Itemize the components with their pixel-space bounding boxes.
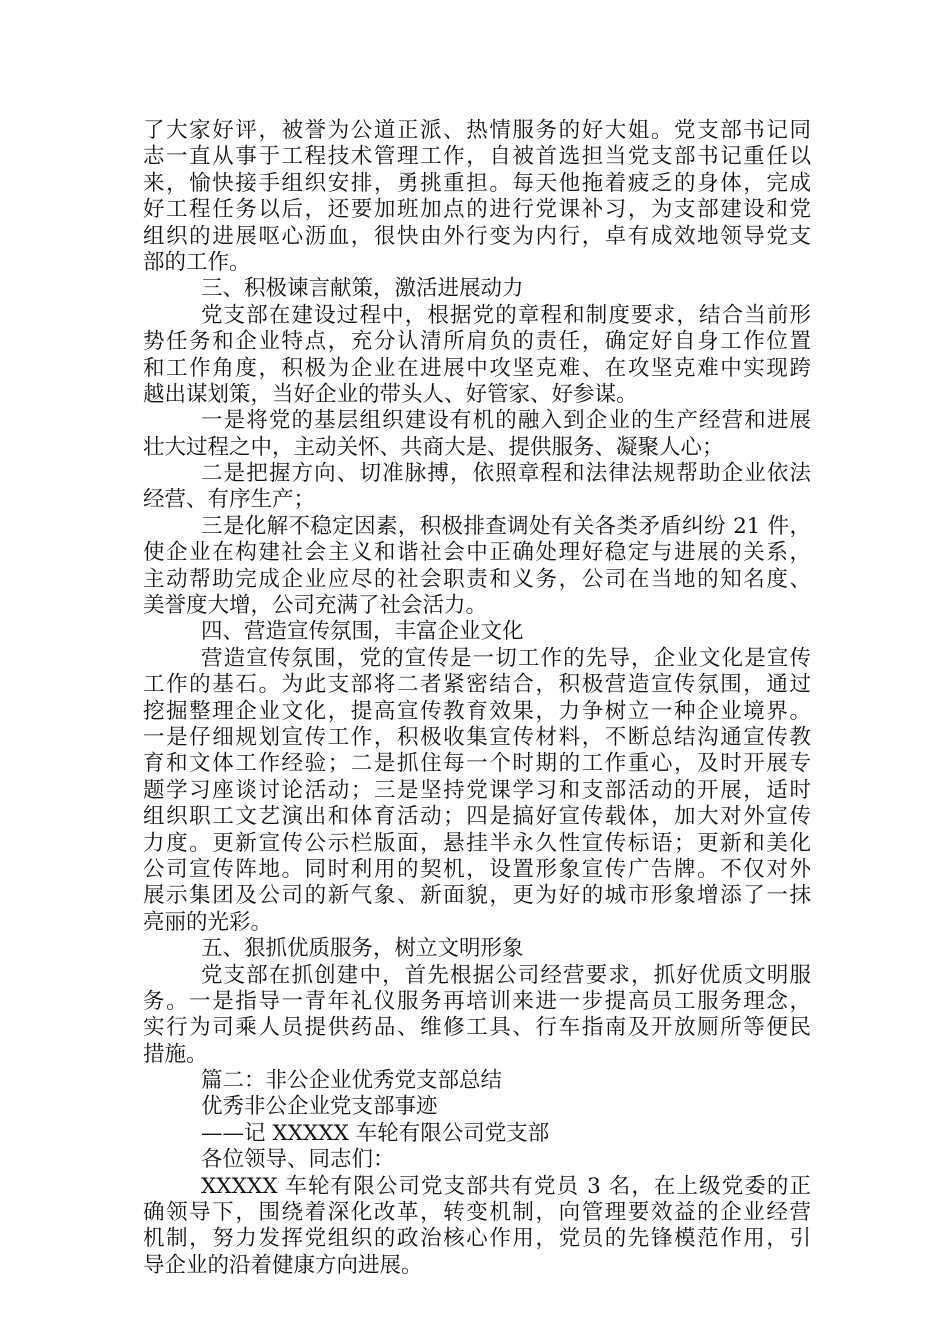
text-line: 势任务和企业特点，充分认清所肩负的责任，确定好自身工作位置 [143, 329, 811, 355]
text-line: XXXXX 车轮有限公司党支部共有党员 3 名，在上级党委的正 [201, 1173, 811, 1199]
text-line: 各位领导、同志们： [201, 1147, 395, 1173]
text-line: 志一直从事于工程技术管理工作，自被首选担当党支部书记重任以 [143, 144, 811, 170]
text-line: 五、狠抓优质服务，树立文明形象 [201, 936, 524, 962]
text-line: 越出谋划策，当好企业的带头人、好管家、好参谋。 [143, 381, 638, 407]
text-line: 务。一是指导一青年礼仪服务再培训来进一步提高员工服务理念， [143, 988, 811, 1014]
text-line: 部的工作。 [143, 249, 251, 275]
text-line: ——记 XXXXX 车轮有限公司党支部 [201, 1120, 550, 1146]
text-line: 确领导下，围绕着深化改革，转变机制，向管理要效益的企业经营 [143, 1200, 811, 1226]
text-line: 壮大过程之中，主动关怀、共商大是、提供服务、凝聚人心； [143, 434, 724, 460]
text-line: 措施。 [143, 1041, 208, 1067]
text-line: 机制，努力发挥党组织的政治核心作用，党员的先锋模范作用，引 [143, 1226, 811, 1252]
text-line: 主动帮助完成企业应尽的社会职责和义务，公司在当地的知名度、 [143, 566, 811, 592]
text-line: 来，愉快接手组织安排，勇挑重担。每天他拖着疲乏的身体，完成 [143, 170, 811, 196]
text-line: 了大家好评，被誉为公道正派、热情服务的好大姐。党支部书记同 [143, 118, 811, 143]
text-line: 亮丽的光彩。 [143, 909, 273, 935]
text-line: 导企业的沿着健康方向进展。 [143, 1252, 423, 1278]
text-line: 党支部在建设过程中，根据党的章程和制度要求，结合当前形 [201, 302, 811, 328]
text-line: 实行为司乘人员提供药品、维修工具、行车指南及开放厕所等便民 [143, 1015, 811, 1041]
text-line: 四、营造宣传氛围，丰富企业文化 [201, 619, 524, 645]
text-line: 使企业在构建社会主义和谐社会中正确处理好稳定与进展的关系， [143, 540, 811, 566]
text-line: 好工程任务以后，还要加班加点的进行党课补习，为支部建设和党 [143, 197, 811, 223]
text-line: 和工作角度，积极为企业在进展中攻坚克难、在攻坚克难中实现跨 [143, 355, 811, 381]
text-line: 党支部在抓创建中，首先根据公司经营要求，抓好优质文明服 [201, 962, 811, 988]
text-line: 工作的基石。为此支部将二者紧密结合，积极营造宣传氛围，通过 [143, 672, 811, 698]
text-line: 篇二：非公企业优秀党支部总结 [201, 1068, 503, 1094]
text-line: 三、积极谏言献策，激活进展动力 [201, 276, 524, 302]
text-line: 营造宣传氛围，党的宣传是一切工作的先导，企业文化是宣传 [201, 645, 811, 671]
text-line: 展示集团及公司的新气象、新面貌，更为好的城市形象增添了一抹 [143, 883, 811, 909]
text-line: 育和文体工作经验；二是抓住每一个时期的工作重心，及时开展专 [143, 751, 811, 777]
document-body [143, 118, 811, 1279]
text-line: 组织职工文艺演出和体育活动；四是搞好宣传载体，加大对外宣传 [143, 804, 811, 830]
text-line: 公司宣传阵地。同时利用的契机，设置形象宣传广告牌。不仅对外 [143, 856, 811, 882]
text-line: 经营、有序生产； [143, 487, 316, 513]
text-line: 一是将党的基层组织建设有机的融入到企业的生产经营和进展 [201, 408, 811, 434]
text-line: 三是化解不稳定因素，积极排查调处有关各类矛盾纠纷 21 件， [201, 513, 811, 539]
text-line: 优秀非公企业党支部事迹 [201, 1094, 438, 1120]
text-line: 一是仔细规划宣传工作，积极收集宣传材料，不断总结沟通宣传教 [143, 724, 811, 750]
text-line: 题学习座谈讨论活动；三是坚持党课学习和支部活动的开展，适时 [143, 777, 811, 803]
text-line: 挖掘整理企业文化，提高宣传教育效果，力争树立一种企业境界。 [143, 698, 811, 724]
text-line: 美誉度大增，公司充满了社会活力。 [143, 593, 488, 619]
text-line: 二是把握方向、切准脉搏，依照章程和法律法规帮助企业依法 [201, 461, 811, 487]
text-line: 力度。更新宣传公示栏版面，悬挂半永久性宣传标语；更新和美化 [143, 830, 811, 856]
text-line: 组织的进展呕心沥血，很快由外行变为内行，卓有成效地领导党支 [143, 223, 811, 249]
